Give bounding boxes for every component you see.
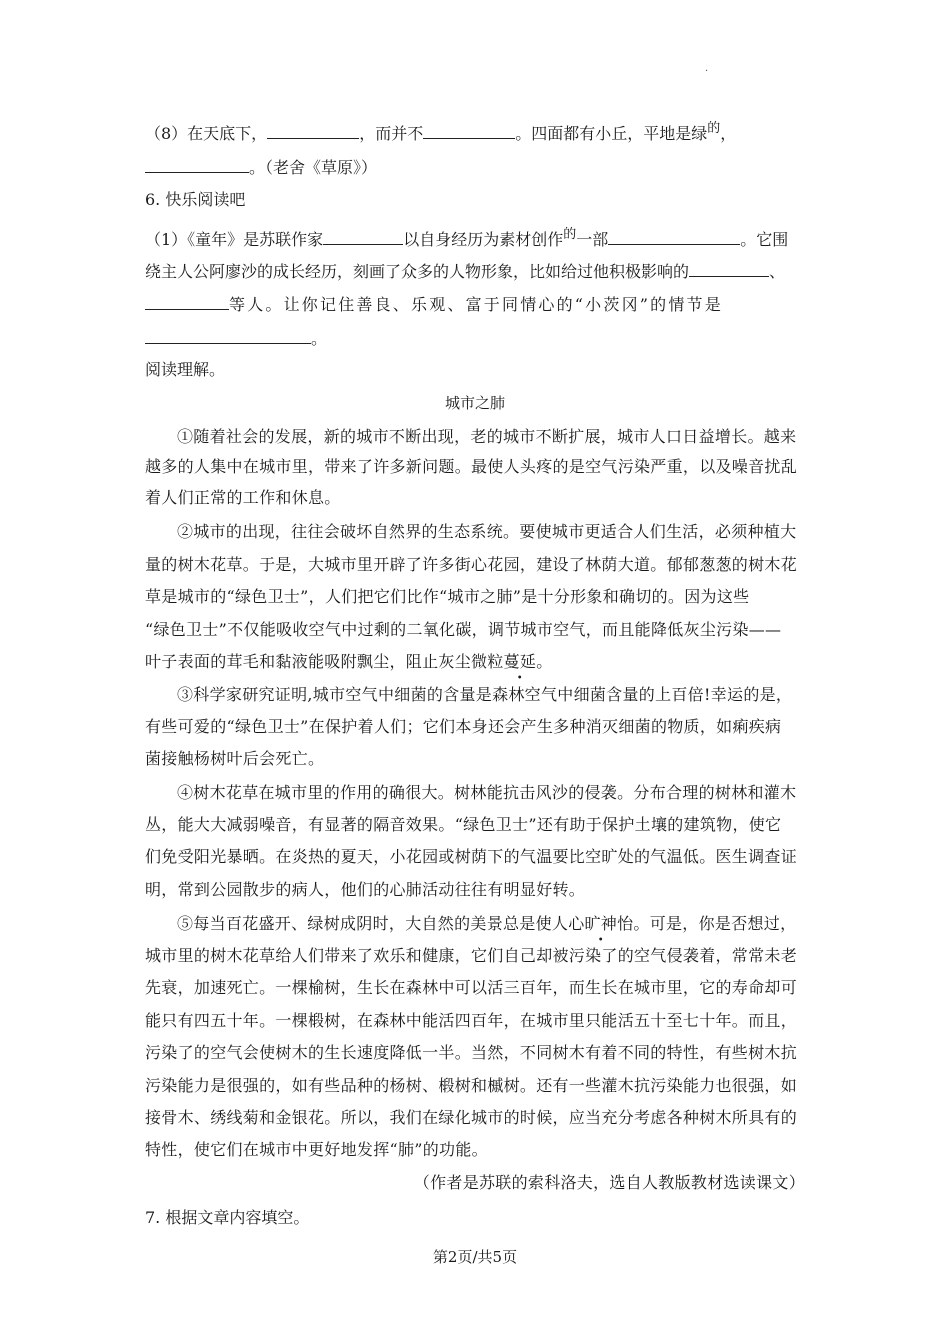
para4-line-1: ④树木花草在城市里的作用的确很大。树林能抗击风沙的侵袭。分布合理的树林和灌木 xyxy=(177,783,797,802)
q7-title: 7. 根据文章内容填空。 xyxy=(145,1208,310,1227)
para5-first-end: 。可是，你是否想过， xyxy=(633,914,797,933)
article-title: 城市之肺 xyxy=(444,394,505,412)
top-dot-mark: · xyxy=(705,66,709,77)
para2-line-5 xyxy=(145,651,805,673)
para2-line-3: 草是城市的“绿色卫士”，人们把它们比作“城市之肺”是十分形象和确切的。因为这些 xyxy=(145,587,750,606)
q6-text-d: 。它围 xyxy=(740,230,789,249)
para4-line-4: 明，常到公园散步的病人，他们的心肺活动往往有明显好转。 xyxy=(145,880,586,899)
q8-line-2 xyxy=(145,156,805,179)
article-source: （作者是苏联的索科洛夫，选自人教版教材选读课文） xyxy=(413,1173,805,1192)
para5-line-2: 城市里的树木花草给人们带来了欢乐和健康，它们自己却被污染了的空气侵袭着，常常未老 xyxy=(145,946,798,965)
para5-first-text: ⑤每当百花盛开、绿树成阴时，大自然的美景总是使人 xyxy=(177,914,569,933)
q6-text-a: （1）《童年》是苏联作家 xyxy=(145,230,324,249)
q8-prefix: （8）在天底下， xyxy=(145,124,268,143)
para2-last-text: 叶子表面的茸毛和黏液能吸附飘尘，阻止灰尘微粒 xyxy=(145,652,504,671)
para1-line-1: ①随着社会的发展，新的城市不断出现，老的城市不断扩展，城市人口日益增长。越来 xyxy=(177,427,797,446)
para5-line-5: 污染了的空气会使树木的生长速度降低一半。当然，不同树木有着不同的特性，有些树木抗 xyxy=(145,1043,798,1062)
q6-text-b: 以自身经历为素材创作 xyxy=(403,230,564,249)
q8-blank-2[interactable] xyxy=(423,122,515,139)
q6-line-4 xyxy=(145,327,805,350)
para1-line-3: 着人们正常的工作和休息。 xyxy=(145,488,341,507)
para3-line-3: 菌接触杨树叶后会死亡。 xyxy=(145,749,325,768)
para2-line-4: “绿色卫士”不仅能吸收空气中过剩的二氧化碳，调节城市空气，而且能降低灰尘污染—— xyxy=(145,620,782,639)
para2-last-end: 。 xyxy=(536,652,553,671)
para5-line-7: 接骨木、绣线菊和金银花。所以，我们在绿化城市的时候，应当充分考虑各种树木所具有的 xyxy=(145,1108,798,1127)
q8-blank-3[interactable] xyxy=(145,156,249,173)
para4-line-3: 们免受阳光暴晒。在炎热的夏天，小花园或树荫下的气温要比空旷处的气温低。医生调查证 xyxy=(145,847,798,866)
q8-mid2: 。四面都有小丘，平地是绿 xyxy=(515,124,708,143)
page-footer: 第2页/共5页 xyxy=(432,1248,518,1266)
para5-line-6: 污染能力是很强的，如有些品种的杨树、椴树和槭树。还有一些灌木抗污染能力也很强，如 xyxy=(145,1076,798,1095)
para3-line-2: 有些可爱的“绿色卫士”在保护着人们；它们本身还会产生多种消灭细菌的物质，如痢疾病 xyxy=(145,717,782,736)
q6-blank-person-2[interactable] xyxy=(145,293,229,310)
q6-text-p3: 等人。让你记住善良、乐观、富于同情心的“小茨冈”的情节是 xyxy=(229,295,723,314)
q6-blank-plot[interactable] xyxy=(145,327,311,344)
q6-line-3 xyxy=(145,293,805,316)
q8-mid1: ，而并不 xyxy=(359,124,424,143)
emphasized-word-delight: 心旷神怡 xyxy=(568,914,634,933)
para4-line-2: 丛，能大大减弱噪音，有显著的隔音效果。“绿色卫士”还有助于保护土壤的建筑物，使它 xyxy=(145,815,782,834)
q6-sup: 的 xyxy=(563,227,577,242)
q6-line-1 xyxy=(145,228,805,253)
q6-text-comma: 、 xyxy=(769,262,786,281)
para2-line-1: ②城市的出现，往往会破坏自然界的生态系统。要使城市更适合人们生活，必须种植大 xyxy=(177,522,797,541)
q6-text-end: 。 xyxy=(311,329,328,348)
para5-line-8: 特性，使它们在城市中更好地发挥“肺”的功能。 xyxy=(145,1140,488,1159)
q6-text-p2: 绕主人公阿廖沙的成长经历，刻画了众多的人物形象，比如给过他积极影响的 xyxy=(145,262,690,281)
q6-blank-author[interactable] xyxy=(323,228,403,245)
q8-line-1 xyxy=(145,122,805,147)
para3-line-1: ③科学家研究证明,城市空气中细菌的含量是森林空气中细菌含量的上百倍!幸运的是， xyxy=(177,685,793,704)
emphasized-word-spread: 蔓延 xyxy=(503,652,537,671)
q6-text-c: 一部 xyxy=(576,230,609,249)
q6-line-2 xyxy=(145,260,805,283)
q8-blank-1[interactable] xyxy=(267,122,359,139)
q8-after-sup: ， xyxy=(720,124,737,143)
para2-line-2: 量的树木花草。于是，大城市里开辟了许多街心花园，建设了林荫大道。郁郁葱葱的树木花 xyxy=(145,555,798,574)
para5-line-1 xyxy=(145,913,805,935)
reading-label: 阅读理解。 xyxy=(145,360,226,379)
q6-blank-genre[interactable] xyxy=(608,228,740,245)
q8-tail: 。（老舍《草原》） xyxy=(249,158,378,177)
q8-sup: 的 xyxy=(707,121,721,136)
q6-blank-person-1[interactable] xyxy=(689,260,769,277)
para5-line-3: 先衰，加速死亡。一棵榆树，生长在森林中可以活三百年，而生长在城市里，它的寿命却可 xyxy=(145,978,798,997)
para1-line-2: 越多的人集中在城市里，带来了许多新问题。最使人头疼的是空气污染严重，以及噪音扰乱 xyxy=(145,457,798,476)
q6-title: 6. 快乐阅读吧 xyxy=(145,190,246,209)
para5-line-4: 能只有四五十年。一棵椴树，在森林中能活四百年，在城市里只能活五十至七十年。而且， xyxy=(145,1011,798,1030)
